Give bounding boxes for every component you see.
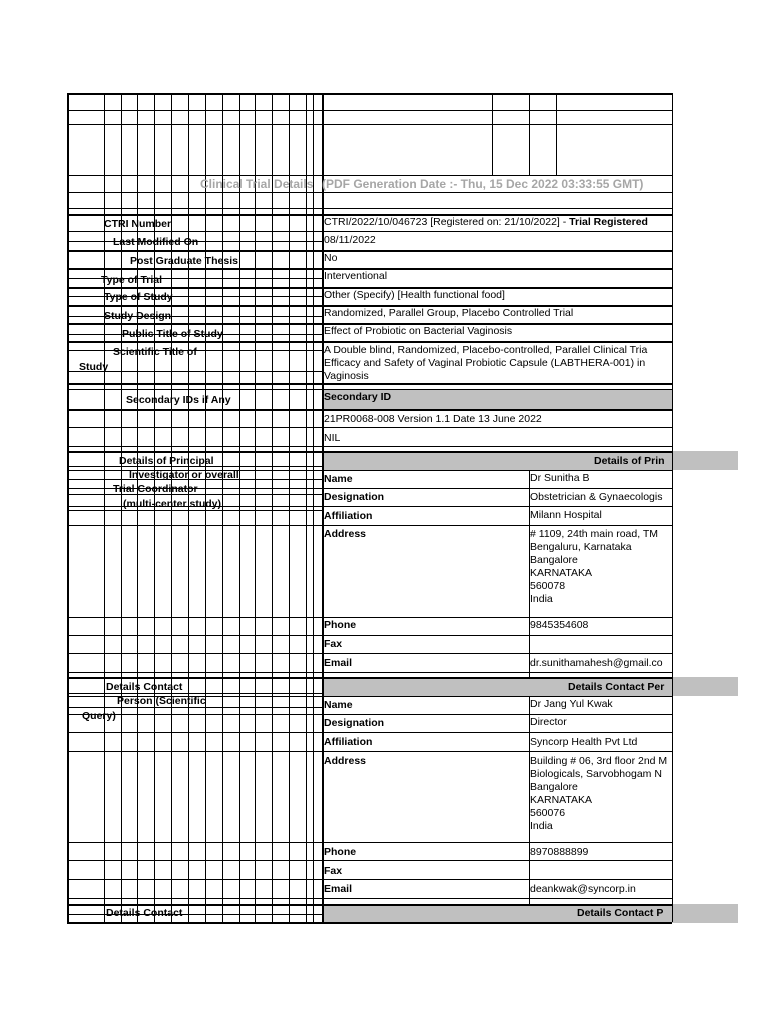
label-sci-contact-2: Person (Scientific [117, 695, 206, 707]
sci-address-1: Building # 06, 3rd floor 2nd M [530, 755, 668, 767]
sci-designation-label: Designation [324, 717, 385, 729]
sci-designation: Director [530, 716, 567, 728]
pi-address-2: Bengaluru, Karnataka [530, 541, 632, 553]
pi-address-5: 560078 [530, 580, 566, 592]
secondary-id-2: NIL [324, 432, 341, 444]
label-pi-3: Trial Coordinator [113, 483, 198, 495]
sci-address-3: Bangalore [530, 781, 578, 793]
pi-address-3: Bangalore [530, 554, 578, 566]
value-study-design: Randomized, Parallel Group, Placebo Controlled Trial [324, 307, 574, 319]
pi-name-label: Name [324, 473, 353, 485]
label-pg-thesis: Post Graduate Thesis [130, 255, 238, 267]
public-contact-band-title: Details Contact P [577, 907, 664, 919]
label-sci-title-1: Scientific Title of [113, 346, 197, 358]
label-last-modified: Last Modified On [113, 236, 199, 248]
value-sci-title-1: A Double blind, Randomized, Placebo-controlled, Parallel Clinical Tria [324, 344, 648, 356]
label-sci-contact-3: Query) [82, 710, 116, 722]
sci-address-5: 560076 [530, 807, 566, 819]
sci-affiliation-label: Affiliation [324, 736, 373, 748]
label-contact-3: Details Contact [106, 907, 183, 919]
label-pi-2: Investigator or overall [129, 469, 239, 481]
label-sci-contact-1: Details Contact [106, 681, 183, 693]
sci-address-4: KARNATAKA [530, 794, 593, 806]
pi-band-title: Details of Prin [594, 455, 665, 467]
label-study-design: Study Design [104, 310, 172, 322]
pi-address-1: # 1109, 24th main road, TM [530, 528, 659, 540]
sci-email: deankwak@syncorp.in [530, 883, 636, 895]
value-pg-thesis: No [324, 252, 338, 264]
value-sci-title-2: Efficacy and Safety of Vaginal Probiotic Capsule (LABTHERA-001) in [324, 357, 646, 369]
label-public-title: Public Title of Study [122, 328, 223, 340]
pi-designation-label: Designation [324, 491, 385, 503]
value-last-modified: 08/11/2022 [324, 234, 376, 246]
sci-name-label: Name [324, 699, 353, 711]
label-type-study: Type of Study [104, 291, 173, 303]
sci-fax-label: Fax [324, 865, 343, 877]
ctri-number-text: CTRI/2022/10/046723 [Registered on: 21/10/2022] - [324, 216, 570, 228]
label-sci-title-2: Study [79, 361, 109, 373]
sci-email-label: Email [324, 883, 353, 895]
sci-address-label: Address [324, 755, 367, 767]
label-ctri-number: CTRI Number [104, 218, 172, 230]
secondary-id-1: 21PR0068-008 Version 1.1 Date 13 June 2022 [324, 413, 542, 425]
sci-affiliation: Syncorp Health Pvt Ltd [530, 736, 638, 748]
value-type-trial: Interventional [324, 270, 388, 282]
pi-phone: 9845354608 [530, 619, 589, 631]
pi-address-4: KARNATAKA [530, 567, 593, 579]
pi-address-label: Address [324, 528, 367, 540]
value-sci-title-3: Vaginosis [324, 370, 369, 382]
ctri-status: Trial Registered [569, 216, 648, 228]
pi-address-6: India [530, 593, 553, 605]
value-type-study: Other (Specify) [Health functional food] [324, 289, 505, 301]
pi-designation: Obstetrician & Gynaecologis [530, 491, 663, 503]
sci-phone-label: Phone [324, 846, 357, 858]
label-type-trial: Type of Trial [101, 274, 163, 286]
sci-phone: 8970888899 [530, 846, 589, 858]
page-title-right: (PDF Generation Date :- Thu, 15 Dec 2022 03:33:55 GMT) [322, 177, 644, 191]
pi-affiliation: Milann Hospital [530, 509, 602, 521]
pi-email-label: Email [324, 657, 353, 669]
pi-email: dr.sunithamahesh@gmail.co [530, 657, 663, 669]
value-public-title: Effect of Probiotic on Bacterial Vaginosis [324, 325, 513, 337]
sci-address-2: Biologicals, Sarvobhogam N [530, 768, 662, 780]
sci-name: Dr Jang Yul Kwak [530, 698, 613, 710]
label-pi-1: Details of Principal [119, 455, 214, 467]
pi-affiliation-label: Affiliation [324, 510, 373, 522]
value-ctri-number [324, 216, 648, 228]
label-pi-4: (multi-center study) [123, 498, 222, 510]
sci-band-title: Details Contact Per [568, 681, 665, 693]
pi-phone-label: Phone [324, 619, 357, 631]
label-secondary-ids: Secondary IDs if Any [126, 394, 231, 406]
page-title-left: Clinical Trial Details [200, 177, 314, 191]
pi-name: Dr Sunitha B [530, 472, 590, 484]
pi-fax-label: Fax [324, 638, 343, 650]
sci-address-6: India [530, 820, 553, 832]
secondary-id-header: Secondary ID [324, 391, 392, 403]
